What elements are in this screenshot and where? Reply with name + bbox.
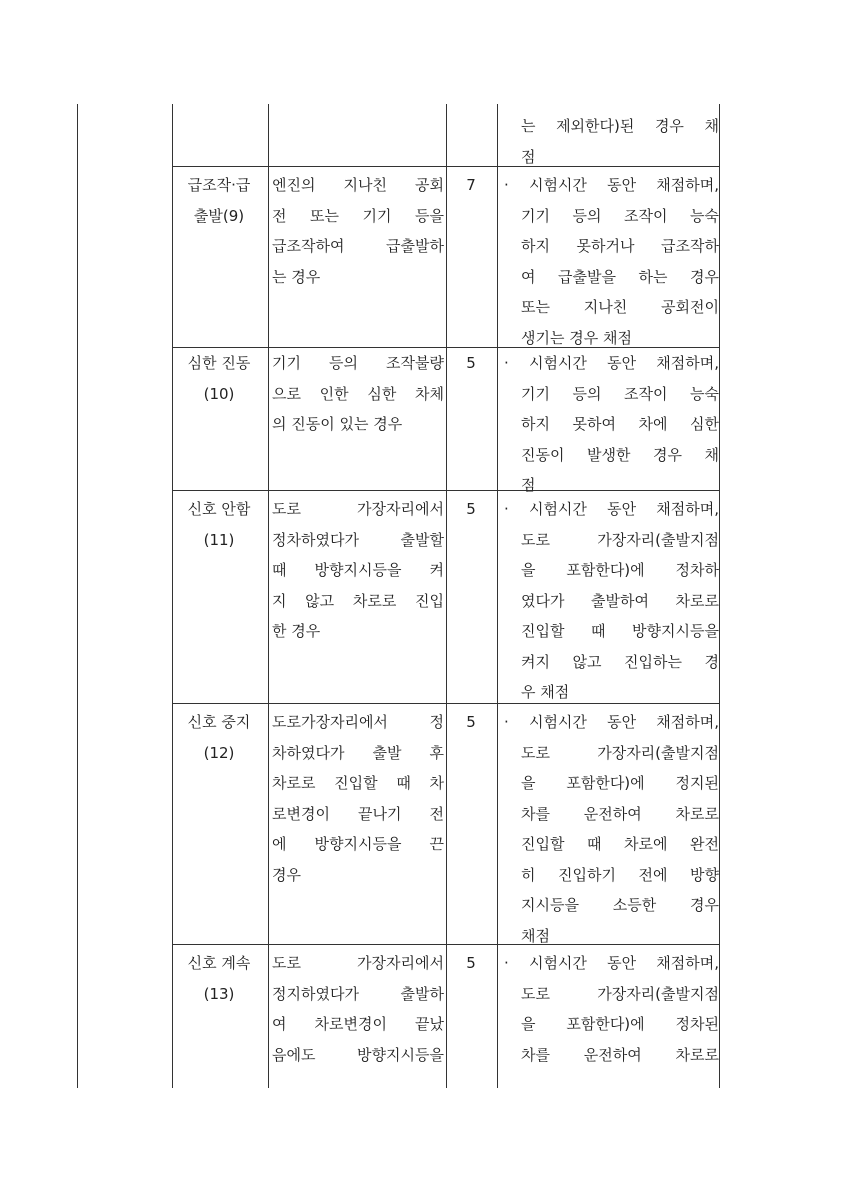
note-right-border: [719, 104, 720, 1088]
note-line: 는 제외한다)된 경우 채: [521, 117, 719, 135]
note-line: 점: [521, 147, 536, 166]
row-score: 7: [466, 176, 476, 194]
row-note: · 시험시간 동안 채점하며, 도로 가장자리(출발지점 을 포함한다)에 정지된 차를 운전하여 차로로 진입할 때 차로에 완전 히 진입하기 전에 방향 지시등을 소등한 경우 채점: [504, 713, 719, 945]
desc-left-border: [268, 104, 269, 1088]
outer-left-border: [77, 104, 78, 1088]
row-description: 도로가장자리에서 정 차하였다가 출발 후 차로로 진입할 때 차 로변경이 끝나기 전 에 방향지시등을 끈 경우: [272, 713, 444, 884]
category-left-border: [172, 104, 173, 1088]
score-left-border: [446, 104, 447, 1088]
row-description: 도로 가장자리에서 정지하였다가 출발하 여 차로변경이 끝났 음에도 방향지시등을: [272, 954, 444, 1064]
row-category: 급조작·급 출발(9): [187, 176, 251, 225]
row-score: 5: [466, 954, 476, 972]
row-category: 심한 진동 (10): [187, 354, 251, 403]
row-note: · 시험시간 동안 채점하며, 도로 가장자리(출발지점 을 포함한다)에 정차하 였다가 출발하여 차로로 진입할 때 방향지시등을 켜지 않고 진입하는 경 우 채점: [504, 500, 719, 701]
row-score: 5: [466, 500, 476, 518]
row-category: 신호 계속 (13): [187, 954, 251, 1003]
row-category: 신호 중지 (12): [187, 713, 251, 762]
row-note: · 시험시간 동안 채점하며, 기기 등의 조작이 능숙 하지 못하거나 급조작하 여 급출발을 하는 경우 또는 지나친 공회전이 생기는 경우 채점: [504, 176, 719, 347]
note-left-border: [497, 104, 498, 1088]
row-description: 도로 가장자리에서 정차하였다가 출발할 때 방향지시등을 켜 지 않고 차로로 진입 한 경우: [272, 500, 444, 640]
row-description: 엔진의 지나친 공회 전 또는 기기 등을 급조작하여 급출발하 는 경우: [272, 176, 444, 286]
row-note: · 시험시간 동안 채점하며, 기기 등의 조작이 능숙 하지 못하여 차에 심한 진동이 발생한 경우 채 점: [504, 354, 719, 494]
row-score: 5: [466, 354, 476, 372]
row-note: · 시험시간 동안 채점하며, 도로 가장자리(출발지점 을 포함한다)에 정차된 차를 운전하여 차로로: [504, 954, 719, 1064]
row-score: 5: [466, 713, 476, 731]
row-category: 신호 안함 (11): [187, 500, 251, 549]
row-description: 기기 등의 조작불량 으로 인한 심한 차체 의 진동이 있는 경우: [272, 354, 444, 433]
continuation-note: [504, 106, 719, 166]
